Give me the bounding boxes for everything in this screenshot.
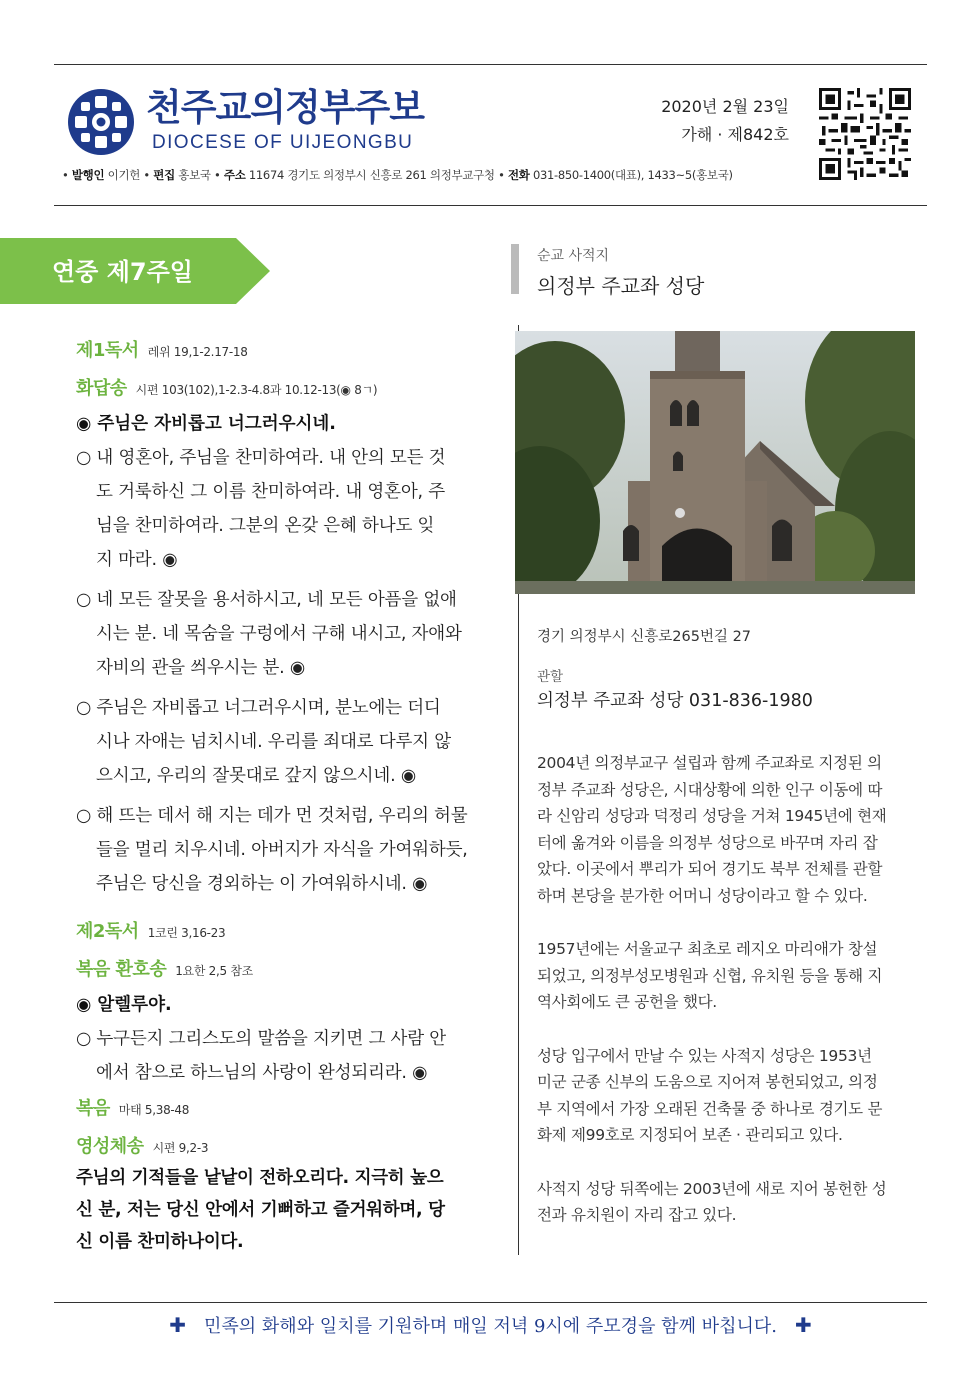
publisher-address: 11674 경기도 의정부시 신흥로 261 의정부교구청 [248, 168, 495, 182]
newsletter-title: 천주교의정부주보 [146, 86, 424, 129]
publisher-label: 발행인 [71, 168, 105, 182]
editor-label: 편집 [153, 168, 175, 182]
second-reading-ref: 1코린 3,16-23 [147, 926, 226, 940]
cross-icon: ✚ [169, 1313, 187, 1337]
gospel [76, 1094, 496, 1120]
qr-code-icon [819, 88, 911, 180]
issue-number: 가해 · 제842호 [681, 125, 789, 144]
site-name: 의정부 주교좌 성당 [537, 274, 705, 298]
header-rule [54, 205, 927, 206]
publisher: 이기헌 [107, 168, 141, 182]
communion-label: 영성체송 [76, 1136, 144, 1157]
psalm-ref: 시편 103(102),1-2.3-4.8과 10.12-13(◉ 8ㄱ) [135, 383, 378, 397]
alleluia: ◉ 알렐루야. [76, 995, 172, 1015]
communion-ref: 시편 9,2-3 [152, 1141, 209, 1155]
paragraph: 사적지 성당 뒤쪽에는 2003년에 새로 지어 봉헌한 성 전과 유치원이 자리 잡고 있다. [537, 1179, 887, 1224]
jurisdiction-contact: 의정부 주교좌 성당 031-836-1980 [537, 691, 813, 711]
psalm [76, 374, 496, 400]
second-reading [76, 917, 496, 943]
readings-column [76, 336, 496, 1258]
gospel-label: 복음 [76, 1098, 110, 1119]
church-photo [515, 331, 915, 594]
first-reading-label: 제1독서 [76, 340, 139, 361]
psalm-response: ◉ 주님은 자비롭고 너그러우시네. [76, 414, 336, 434]
publication-info: • 발행인 이기헌 • 편집 홍보국 • 주소 11674 경기도 의정부시 신흥로 261 의정부교구청 • 전화 031-850-1400(대표), 1433~5(홍보국) [62, 168, 733, 182]
first-reading [76, 336, 496, 362]
diocese-logo [67, 88, 135, 156]
address-label: 주소 [223, 168, 246, 182]
newsletter-subtitle: DIOCESE OF UIJEONGBU [152, 132, 414, 153]
paragraph: 1957년에는 서울교구 최초로 레지오 마리애가 창설 되었고, 의정부성모병원과 신협, 유치원 등을 통해 지 역사회에도 큰 공헌을 했다. [537, 940, 883, 1011]
editor: 홍보국 [178, 168, 211, 182]
site-address: 경기 의정부시 신흥로265번길 27 [537, 629, 752, 645]
section-kicker: 순교 사적지 [537, 248, 610, 264]
footer-text: 민족의 화해와 일치를 기원하며 매일 저녁 9시에 주모경을 함께 바칩니다. [204, 1316, 777, 1337]
footer-prayer [54, 1312, 927, 1338]
first-reading-ref: 레위 19,1-2.17-18 [147, 345, 248, 359]
jurisdiction-label: 관할 [537, 669, 564, 685]
cross-icon: ✚ [794, 1313, 812, 1337]
phone-label: 전화 [507, 168, 530, 182]
publisher-phone: 031-850-1400(대표), 1433~5(홍보국) [532, 168, 733, 182]
acclamation-ref: 1요한 2,5 참조 [175, 964, 253, 978]
section-marker [511, 244, 519, 294]
paragraph: 성당 입구에서 만날 수 있는 사적지 성당은 1953년 미군 군종 신부의 도움으로 지어져 봉헌되었고, 의정 부 지역에서 가장 오래된 건축물 중 하나로 경기도 문 화제 제99호로 지정되어 보존 · 관리되고 있다. [537, 1046, 883, 1144]
top-rule [54, 64, 927, 65]
psalm-label: 화답송 [76, 378, 127, 399]
issue-date: 2020년 2월 23일 [661, 97, 789, 116]
gospel-ref: 마태 5,38-48 [118, 1103, 190, 1117]
communion [76, 1132, 496, 1158]
footer-rule [54, 1302, 927, 1303]
psalm-verse: ○ 네 모든 잘못을 용서하시고, 네 모든 아픔을 없애 시는 분. 네 목숨을 구렁에서 구해 내시고, 자애와 자비의 관을 씌우시는 분. ◉ [76, 590, 462, 678]
week-title: 연중 제7주일 [52, 258, 193, 286]
communion-antiphon: 주님의 기적들을 낱낱이 전하오리다. 지극히 높으 신 분, 저는 당신 안에서 기뻐하고 즐거워하며, 당 신 이름 찬미하나이다. [76, 1168, 445, 1252]
second-reading-label: 제2독서 [76, 921, 139, 942]
acclamation-verse: ○ 누구든지 그리스도의 말씀을 지키면 그 사람 안 에서 참으로 하느님의 사랑이 완성되리라. ◉ [76, 1029, 447, 1083]
psalm-verse: ○ 내 영혼아, 주님을 찬미하여라. 내 안의 모든 것 도 거룩하신 그 이름 찬미하여라. 내 영혼아, 주 님을 찬미하여라. 그분의 온갖 은혜 하나도 잊 지 마라. ◉ [76, 448, 446, 570]
paragraph: 2004년 의정부교구 설립과 함께 주교좌로 지정된 의 정부 주교좌 성당은, 시대상황에 의한 인구 이동에 따 라 신암리 성당과 덕정리 성당을 거쳐 1945년에 현재 터에 옮겨와 이름을 의정부 성당으로 바꾸며 자리 잡 았다. 이곳에서 뿌리가 되어 경기도 북부 전체를 관할 하며 본당을 분가한 어머니 성당이라고 할 수 있다. [537, 754, 887, 905]
psalm-verse: ○ 주님은 자비롭고 너그러우시며, 분노에는 더디 시나 자애는 넘치시네. 우리를 죄대로 다루지 않 으시고, 우리의 잘못대로 갚지 않으시네. ◉ [76, 698, 451, 786]
gospel-acclamation [76, 955, 496, 981]
site-description [537, 750, 917, 1256]
acclamation-label: 복음 환호송 [76, 959, 167, 980]
psalm-verse: ○ 해 뜨는 데서 해 지는 데가 먼 것처럼, 우리의 허물 들을 멀리 치우시네. 아버지가 자식을 가여워하듯, 주님은 당신을 경외하는 이 가여워하시네. ◉ [76, 806, 468, 894]
